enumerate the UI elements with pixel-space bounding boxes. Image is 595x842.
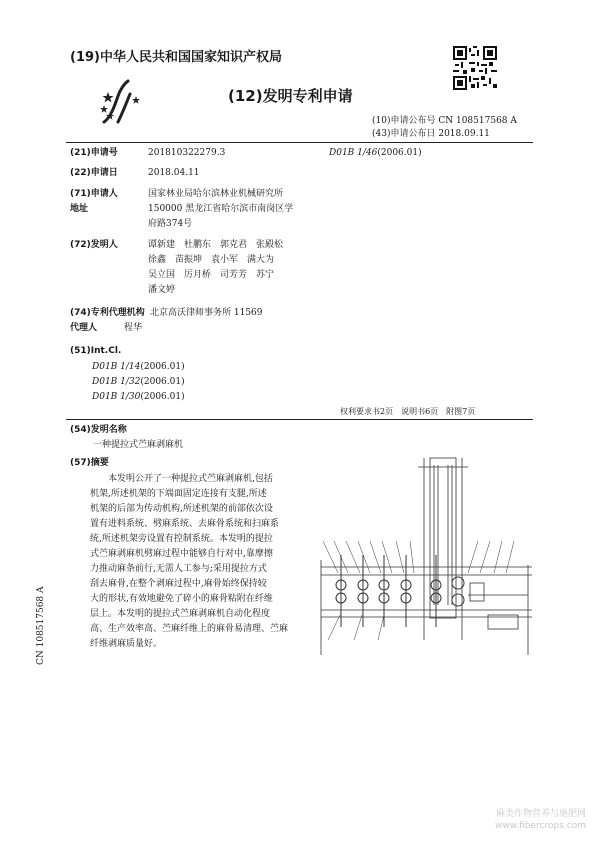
publication-date-value: 2018.09.11 — [438, 129, 490, 139]
inventors-line-1: 谭新建 杜鹏东 郭克君 张殿松 — [148, 240, 284, 250]
agent — [70, 322, 142, 334]
watermark — [468, 808, 586, 832]
abstract-line: 本发明公开了一种提拉式苎麻剥麻机,包括 — [108, 474, 273, 484]
watermark-line-2: www.fibercrops.com — [495, 821, 586, 831]
abstract-line: 机架,所述机架的下端面固定连接有支腿,所述 — [90, 489, 267, 499]
applicant-label: (71)申请人 — [70, 189, 118, 199]
inventors — [70, 239, 283, 251]
applicant-value: 国家林业局哈尔滨林业机械研究所 — [148, 189, 284, 199]
document-type-title: (12)发明专利申请 — [228, 87, 353, 105]
address-line-2: 府路374号 — [148, 219, 193, 229]
abstract-text — [90, 472, 300, 652]
inventors-line-4: 潘文婷 — [148, 285, 176, 295]
abstract-line: 式苎麻剥麻机劈麻过程中能够自行对中,靠摩擦 — [90, 549, 273, 559]
agent-label: 代理人 — [70, 323, 98, 333]
invention-name: 一种提拉式苎麻剥麻机 — [93, 440, 184, 450]
inventors-line-2: 徐鑫 苗振坤 袁小军 满大为 — [148, 255, 275, 265]
abstract-line: 高、生产效率高、苎麻纤维上的麻骨易清理、苎麻 — [90, 624, 289, 634]
int-cl-1 — [92, 361, 185, 373]
abstract-line: 统,所述机架旁设置有控制系统。本发明的提拉 — [90, 534, 273, 544]
abstract-line: 纤维剥麻质量好。 — [90, 639, 163, 649]
ipc-main-code: D01B 1/46 — [329, 148, 378, 158]
publication-number — [372, 115, 517, 127]
abstract-figure — [318, 455, 536, 655]
application-number-label: (21)申请号 — [70, 148, 118, 158]
address — [70, 203, 293, 215]
ipc-main — [329, 147, 422, 159]
issuing-office: (19)中华人民共和国国家知识产权局 — [70, 50, 282, 65]
qr-code-icon — [453, 46, 497, 90]
application-date — [70, 167, 200, 179]
agent-value: 程华 — [124, 323, 143, 333]
side-publication-number: CN 108517568 A — [36, 586, 46, 665]
application-date-value: 2018.04.11 — [148, 168, 200, 178]
biblio-divider — [66, 419, 533, 420]
int-cl-2-version: (2006.01) — [140, 377, 185, 387]
application-date-label: (22)申请日 — [70, 168, 118, 178]
abstract-line: 机架的后部为传动机构,所述机架的前部依次设 — [90, 504, 273, 514]
vertical-tower — [418, 458, 468, 640]
abstract-line: 置有进料系统、劈麻系统、去麻骨系统和扫麻系 — [90, 519, 280, 529]
leader-lines — [323, 541, 514, 640]
address-line-1: 150000 黑龙江省哈尔滨市南岗区学 — [148, 204, 294, 214]
patent-agency — [70, 307, 263, 319]
int-cl-3-code: D01B 1/30 — [92, 392, 141, 402]
application-number-value: 201810322279.3 — [148, 148, 226, 158]
int-cl-2-code: D01B 1/32 — [92, 377, 141, 387]
header-divider — [66, 142, 533, 143]
int-cl-1-code: D01B 1/14 — [92, 362, 141, 372]
applicant — [70, 188, 283, 200]
ipc-main-version: (2006.01) — [377, 148, 422, 158]
inventors-line-3: 吴立国 厉月桥 司芳芳 苏宁 — [148, 270, 275, 280]
abstract-line: 层上。本发明的提拉式苎麻剥麻机自动化程度 — [90, 609, 271, 619]
int-cl-3-version: (2006.01) — [140, 392, 185, 402]
int-cl-3 — [92, 391, 185, 403]
application-number — [70, 147, 225, 159]
patent-agency-value: 北京高沃律师事务所 11569 — [150, 308, 263, 318]
publication-date — [372, 128, 490, 140]
machine-frame — [321, 560, 532, 655]
patent-office-emblem-icon — [98, 78, 148, 128]
publication-date-label: (43)申请公布日 — [372, 129, 436, 139]
address-label: 地址 — [70, 204, 89, 214]
abstract-line: 刮去麻骨,在整个剥麻过程中,麻骨始终保持较 — [90, 579, 267, 589]
pages-note: 权利要求书2页 说明书6页 附图7页 — [340, 407, 476, 416]
publication-number-value: CN 108517568 A — [438, 116, 517, 126]
watermark-line-1: 麻类作物营养与施肥网 — [495, 809, 586, 819]
abstract-label: (57)摘要 — [70, 458, 109, 468]
int-cl-1-version: (2006.01) — [140, 362, 185, 372]
publication-number-label: (10)申请公布号 — [372, 116, 436, 126]
patent-agency-label: (74)专利代理机构 — [70, 308, 145, 318]
inventors-label: (72)发明人 — [70, 240, 118, 250]
int-cl-label: (51)Int.Cl. — [70, 346, 122, 356]
invention-name-label: (54)发明名称 — [70, 425, 127, 435]
abstract-line: 大的形状,有效地避免了碎小的麻骨粘附在纤维 — [90, 594, 273, 604]
int-cl-2 — [92, 376, 185, 388]
abstract-line: 力推动麻条前行,无需人工参与;采用提拉方式 — [90, 564, 267, 574]
roller-pairs — [336, 555, 464, 627]
